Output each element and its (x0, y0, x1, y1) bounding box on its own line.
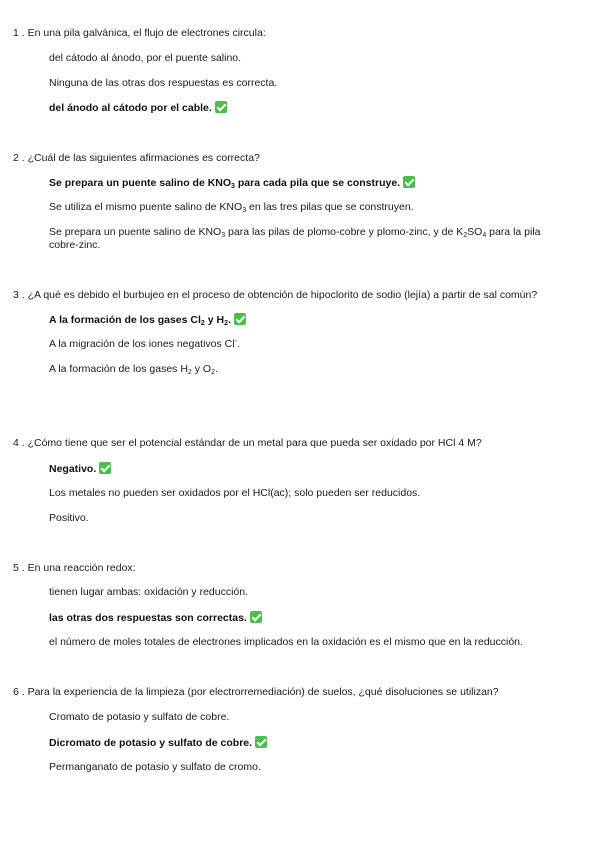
option-2c-text-4: para la pila cobre-zinc. (49, 226, 541, 251)
option-2c (49, 226, 572, 252)
subscript: 3 (242, 207, 247, 214)
check-icon (215, 101, 227, 113)
option-3b-text-1: A la migración de los iones negativos Cl (49, 338, 235, 350)
check-icon (255, 736, 267, 748)
option-1a: del cátodo al ánodo, por el puente salino. (49, 52, 242, 64)
option-4b: Los metales no pueden ser oxidados por el HCl(ac); solo pueden ser reducidos. (49, 487, 421, 499)
option-2b-text-2: en las tres pilas que se construyen. (246, 201, 414, 213)
option-2b-text-1: Se utiliza el mismo puente salino de KNO (49, 201, 243, 213)
option-3a (49, 313, 572, 327)
option-5c: el número de moles totales de electrones implicados en la oxidación es el mismo que en la reducción. (49, 636, 523, 648)
option-6b (49, 736, 572, 750)
option-1c (49, 101, 572, 115)
option-3c (49, 363, 572, 376)
question-3: 3 . ¿A qué es debido el burbujeo en el proceso de obtención de hipoclorito de sodio (lejía) a partir de sal común? (13, 289, 538, 301)
option-5b-text: las otras dos respuestas son correctas. (49, 612, 247, 624)
option-2a-text-1: Se prepara un puente salino de KNO (49, 177, 232, 189)
subscript: 2 (463, 232, 468, 239)
option-5b (49, 611, 572, 625)
subscript: 3 (231, 183, 235, 190)
question-2: 2 . ¿Cuál de las siguientes afirmaciones es correcta? (13, 152, 260, 164)
option-3a-text-2: y H (204, 314, 225, 326)
option-3c-text-3: . (214, 363, 218, 375)
option-4a (49, 462, 572, 476)
option-2c-text-1: Se prepara un puente salino de KNO (49, 226, 222, 238)
subscript: 2 (211, 369, 215, 376)
option-2c-text-3: SO (467, 226, 483, 238)
question-5: 5 . En una reacción redox: (13, 562, 136, 574)
option-5a: tienen lugar ambas: oxidación y reducción. (49, 586, 249, 598)
option-6c: Permanganato de potasio y sulfato de cromo. (49, 761, 261, 773)
check-icon (234, 313, 246, 325)
subscript: 4 (482, 232, 487, 239)
question-4: 4 . ¿Cómo tiene que ser el potencial estándar de un metal para que pueda ser oxidado por HCl 4 M? (13, 437, 482, 449)
option-3a-text-3: . (228, 314, 231, 326)
option-3a-text-1: A la formación de los gases Cl (49, 314, 201, 326)
option-1b: Ninguna de las otras dos respuestas es correcta. (49, 77, 278, 89)
option-3c-text-1: A la formación de los gases H (49, 363, 188, 375)
option-1c-text: del ánodo al cátodo por el cable. (49, 102, 212, 114)
option-6b-text: Dicromato de potasio y sulfato de cobre. (49, 737, 253, 749)
subscript: 2 (187, 369, 192, 376)
option-2c-text-2: para las pilas de plomo-cobre y plomo-zinc, y de K (225, 226, 464, 238)
subscript: 2 (224, 320, 228, 327)
option-2a-text-2: para cada pila que se construye. (234, 177, 401, 189)
option-3b-text-2: . (236, 338, 240, 350)
option-6a: Cromato de potasio y sulfato de cobre. (49, 711, 230, 723)
question-1: 1 . En una pila galvánica, el flujo de electrones circula: (13, 27, 266, 39)
check-icon (403, 176, 415, 188)
option-4a-text: Negativo. (49, 463, 97, 475)
option-3c-text-2: y O (191, 363, 212, 375)
option-2b (49, 201, 572, 214)
option-4c: Positivo. (49, 512, 89, 524)
superscript: - (234, 338, 237, 345)
question-6: 6 . Para la experiencia de la limpieza (por electrorremediación) de suelos, ¿qué disoluciones se utilizan? (13, 686, 499, 698)
check-icon (250, 611, 262, 623)
check-icon (99, 462, 111, 474)
subscript: 2 (200, 320, 205, 327)
subscript: 3 (221, 232, 226, 239)
option-2a (49, 176, 572, 190)
option-3b (49, 338, 572, 351)
